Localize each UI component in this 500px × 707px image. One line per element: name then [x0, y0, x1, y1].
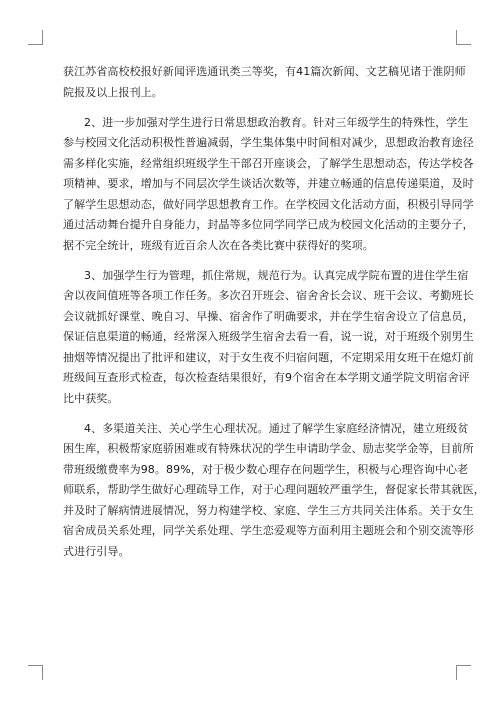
text-line: 保证信息渠道的畅通，经常深入班级学生宿舍去看一看，说一说，对于班级个别男生 — [63, 330, 474, 343]
text-line: 获江苏省高校校报好新闻评选通讯类三等奖，有41篇次新闻、文艺稿见诸于淮阴师 — [63, 65, 466, 78]
text-line: 比中获奖。 — [63, 391, 119, 405]
text-line: 参与校园文化活动积极性普遍减弱，学生集体集中时间相对减少，思想政治教育途径 — [63, 136, 474, 149]
text-line: 并及时了解病情进展情况，努力构建学校、家庭、学生三方共同关注体系。关于女生 — [63, 503, 474, 517]
text-line: 通过活动舞台提升自身能力，封晶等多位同学同学已成为校园文化活动的主要分子， — [63, 218, 474, 231]
text-line: 项精神、要求，增加与不同层次学生谈话次数等，并建立畅通的信息传递渠道，及时 — [63, 177, 474, 190]
text-line: 师联系，帮助学生做好心理疏导工作，对于心理问题较严重学生，督促家长带其就医， — [63, 483, 485, 496]
paragraph-behavior-management — [63, 266, 474, 410]
text-line: 宿舍成员关系处理，同学关系处理、学生恋爱观等方面利用主题班会和个别交流等形 — [63, 524, 474, 537]
text-line: 需多样化实施，经常组织班级学生干部召开座谈会，了解学生思想动态，传达学校各 — [63, 156, 474, 170]
text-line: 会议就抓好课堂、晚自习、早操、宿舍作了明确要求，并在学生宿舍设立了信息员， — [63, 309, 474, 323]
text-line: 3、加强学生行为管理，抓住常规，规范行为。认真完成学院布置的进住学生宿 — [84, 268, 469, 282]
text-line: 了解学生思想动态，做好同学思想教育工作。在学校园文化活动方面，积极引导同学 — [63, 197, 474, 211]
crop-mark-bottom-right — [456, 665, 471, 680]
paragraph-ideological-education — [63, 113, 474, 257]
paragraph-psychological-care — [63, 419, 485, 563]
document-body — [63, 62, 485, 572]
crop-mark-bottom-left — [28, 665, 43, 680]
text-line: 院报及以上报刊上。 — [63, 85, 163, 99]
text-line: 4、多渠道关注、关心学生心理状况。通过了解学生家庭经济情况，建立班级贫 — [84, 421, 469, 435]
text-line: 2、进一步加强对学生进行日常思想政治教育。针对三年级学生的特殊性，学生 — [84, 115, 469, 129]
text-line: 困生库，积极帮家庭骄困难或有特殊状况的学生申请助学金、励志奖学金等，目前所 — [63, 442, 474, 455]
paragraph-continued — [63, 62, 466, 103]
crop-mark-top-right — [456, 30, 471, 45]
text-line: 据不完全统计，班级有近百余人次在各类比赛中获得好的奖项。 — [63, 238, 374, 252]
text-line: 带班级缴费率为98。89%，对于极少数心理存在问题学生，积极与心理咨询中心老 — [63, 462, 469, 476]
text-line: 舍以夜间值班等各项工作任务。多次召开班会、宿舍舍长会议、班干会议、考勤班长 — [63, 289, 474, 302]
text-line: 班级间互查形式检查，每次检查结果很好，有9个宿舍在本学期文通学院文明宿舍评 — [63, 371, 470, 384]
text-line: 式进行引导。 — [63, 544, 130, 558]
text-line: 抽烟等情况提出了批评和建议，对于女生夜不归宿问题，不定期采用女班干在熄灯前 — [63, 350, 474, 364]
crop-mark-top-left — [28, 30, 43, 45]
